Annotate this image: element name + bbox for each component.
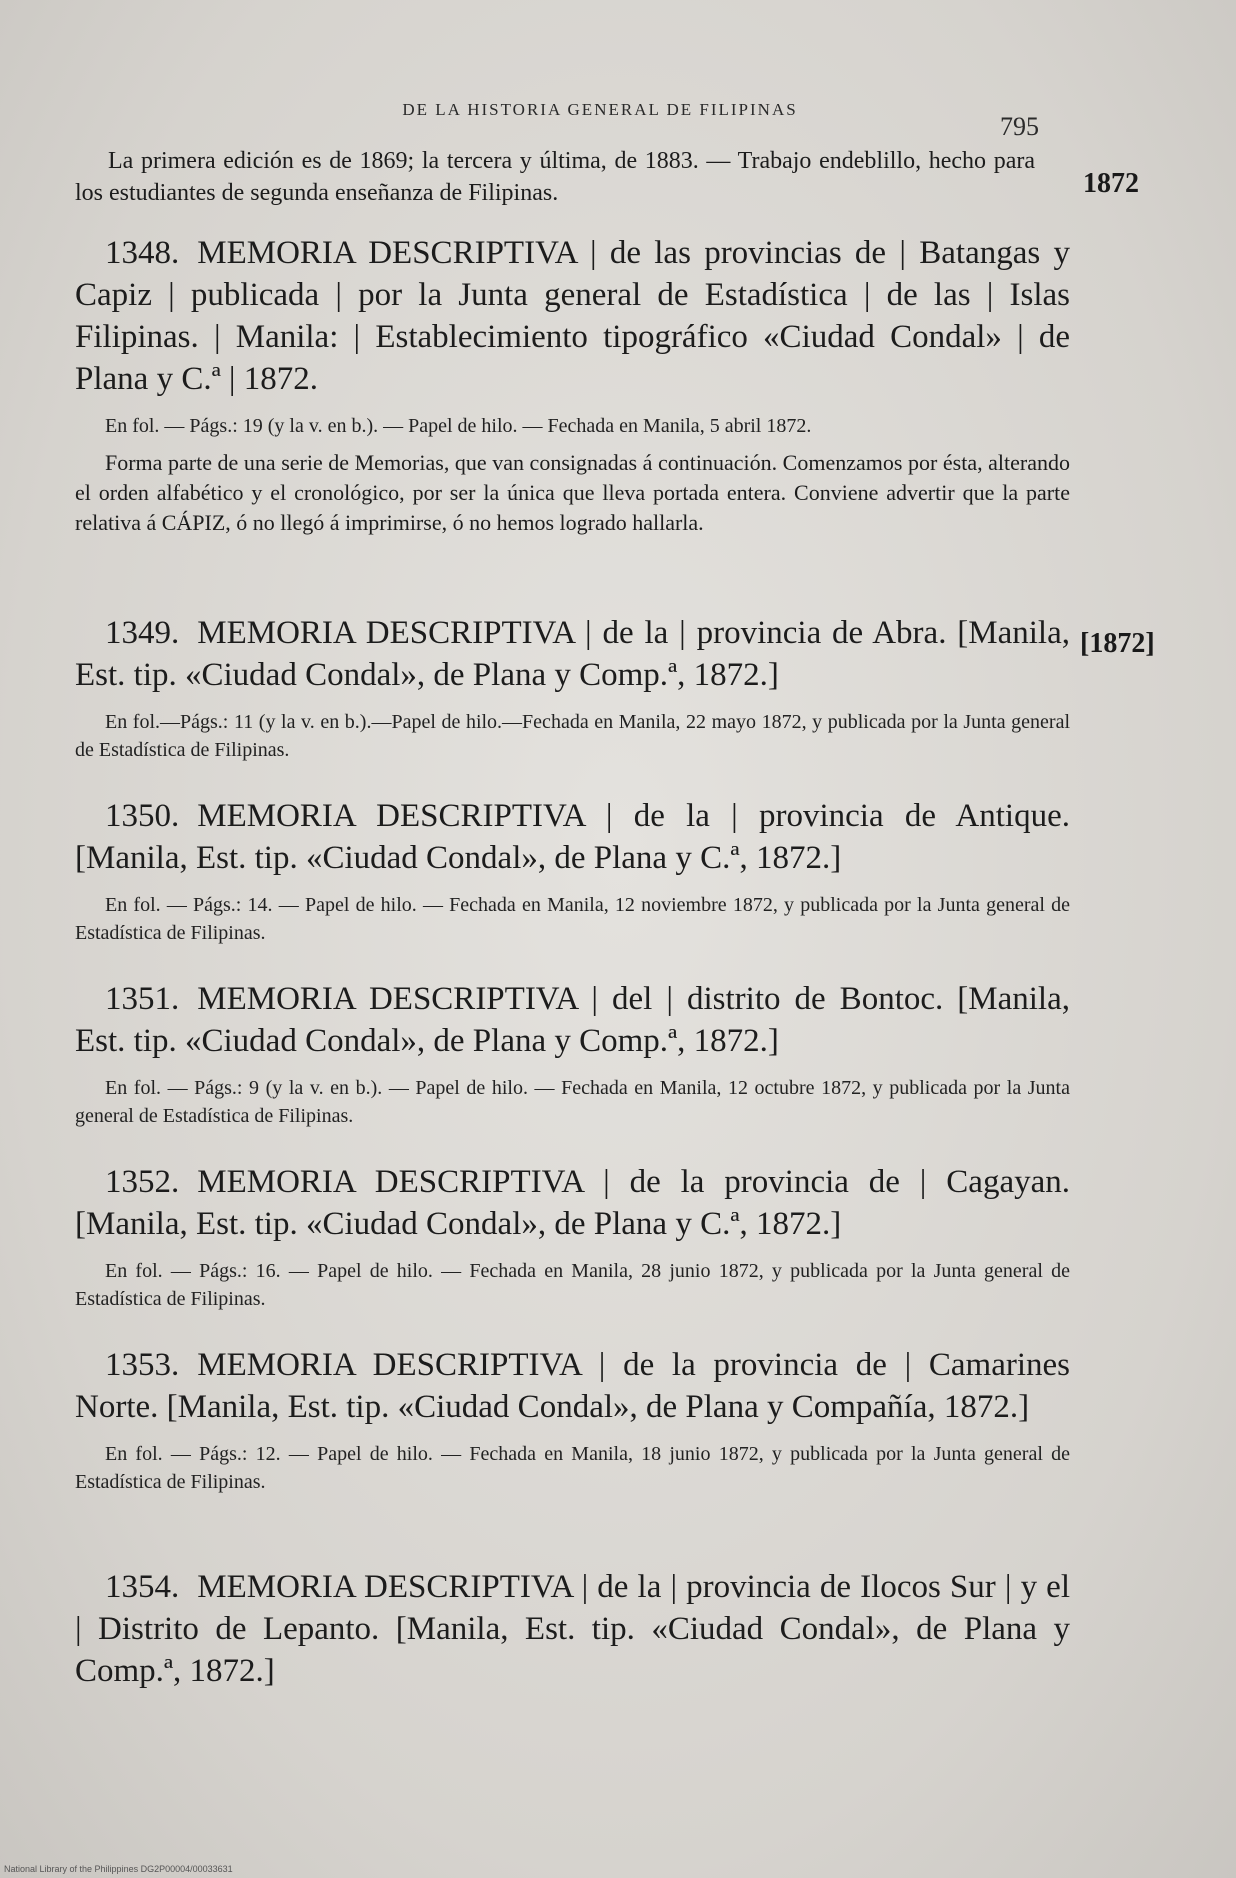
entry-note: En fol. — Págs.: 16. — Papel de hilo. — Fechada en Manila, 28 junio 1872, y publicada por la Junta general de Estadística de Filipinas.: [75, 1260, 1070, 1310]
entry-title-text: MEMORIA DESCRIPTIVA | de la | provincia de Ilocos Sur | y el | Distrito de Lepanto. [Manila, Est. tip. «Ciudad Condal», de Plana y Comp.ª, 1872.]: [75, 1569, 1070, 1689]
entry-title-text: MEMORIA DESCRIPTIVA | de la | provincia de Abra. [Manila, Est. tip. «Ciudad Condal», de Plana y Comp.ª, 1872.]: [75, 615, 1070, 693]
entry-1354: [75, 1566, 1070, 1692]
entry-title-text: MEMORIA DESCRIPTIVA | de la | provincia de Antique. [Manila, Est. tip. «Ciudad Condal», de Plana y C.ª, 1872.]: [75, 798, 1070, 876]
margin-year-bracketed: [1872]: [1080, 628, 1155, 659]
entry-1353: [75, 1344, 1070, 1496]
entry-note: En fol. — Págs.: 14. — Papel de hilo. — Fechada en Manila, 12 noviembre 1872, y publicada por la Junta general de Estadística de Filipinas.: [75, 894, 1070, 944]
entry-number: 1349.: [105, 615, 180, 651]
entry-1349: [75, 612, 1070, 764]
margin-year: 1872: [1083, 168, 1139, 199]
entry-note: En fol.—Págs.: 11 (y la v. en b.).—Papel de hilo.—Fechada en Manila, 22 mayo 1872, y publicada por la Junta general de Estadística de Filipinas.: [75, 711, 1070, 761]
entry-title: [75, 612, 1070, 696]
entry-commentary: Forma parte de una serie de Memorias, que van consignadas á continuación. Comenzamos por ésta, alterando el orden alfabético y el cronológico, por ser la única que lleva portada entera. Conviene advertir que la parte relativa á CÁPIZ, ó no llegó á imprimirse, ó no hemos logrado hallarla.: [75, 450, 1070, 535]
page-number: 795: [1000, 112, 1039, 141]
entry-title: [75, 978, 1070, 1062]
entry-note: En fol. — Págs.: 12. — Papel de hilo. — Fechada en Manila, 18 junio 1872, y publicada por la Junta general de Estadística de Filipinas.: [75, 1443, 1070, 1493]
entry-title: [75, 795, 1070, 879]
entry-title-text: MEMORIA DESCRIPTIVA | del | distrito de Bontoc. [Manila, Est. tip. «Ciudad Condal», de Plana y Comp.ª, 1872.]: [75, 981, 1070, 1059]
entry-note: En fol. — Págs.: 19 (y la v. en b.). — Papel de hilo. — Fechada en Manila, 5 abril 1872.: [105, 415, 812, 437]
entry-number: 1348.: [105, 235, 180, 271]
entry-title-text: MEMORIA DESCRIPTIVA | de la provincia de | Cagayan. [Manila, Est. tip. «Ciudad Condal», de Plana y C.ª, 1872.]: [75, 1164, 1070, 1242]
entry-number: 1354.: [105, 1569, 180, 1605]
running-header: DE LA HISTORIA GENERAL DE FILIPINAS: [402, 100, 798, 119]
entry-number: 1352.: [105, 1164, 180, 1200]
entry-number: 1351.: [105, 981, 180, 1017]
entry-title: [75, 232, 1070, 400]
entry-title: [75, 1344, 1070, 1428]
entry-title: [75, 1566, 1070, 1692]
entry-1351: [75, 978, 1070, 1130]
entry-1350: [75, 795, 1070, 947]
entry-title-text: MEMORIA DESCRIPTIVA | de las provincias de | Batangas y Capiz | publicada | por la Junta general de Estadística | de las | Islas Filipinas. | Manila: | Establecimiento tipográfico «Ciudad Condal» | de Plana y C.ª | 1872.: [75, 235, 1070, 397]
entry-note: En fol. — Págs.: 9 (y la v. en b.). — Papel de hilo. — Fechada en Manila, 12 octubre 1872, y publicada por la Junta general de Estadística de Filipinas.: [75, 1077, 1070, 1127]
entry-1352: [75, 1161, 1070, 1313]
entry-title-text: MEMORIA DESCRIPTIVA | de la provincia de | Camarines Norte. [Manila, Est. tip. «Ciudad Condal», de Plana y Compañía, 1872.]: [75, 1347, 1070, 1425]
entry-1348: [75, 232, 1070, 538]
entry-number: 1350.: [105, 798, 180, 834]
scan-footer: National Library of the Philippines DG2P00004/00033631: [4, 1864, 233, 1874]
intro-paragraph: La primera edición es de 1869; la tercera y última, de 1883. — Trabajo endeblillo, hecho para los estudiantes de segunda enseñanza de Filipinas.: [75, 148, 1035, 206]
entry-number: 1353.: [105, 1347, 180, 1383]
entry-title: [75, 1161, 1070, 1245]
